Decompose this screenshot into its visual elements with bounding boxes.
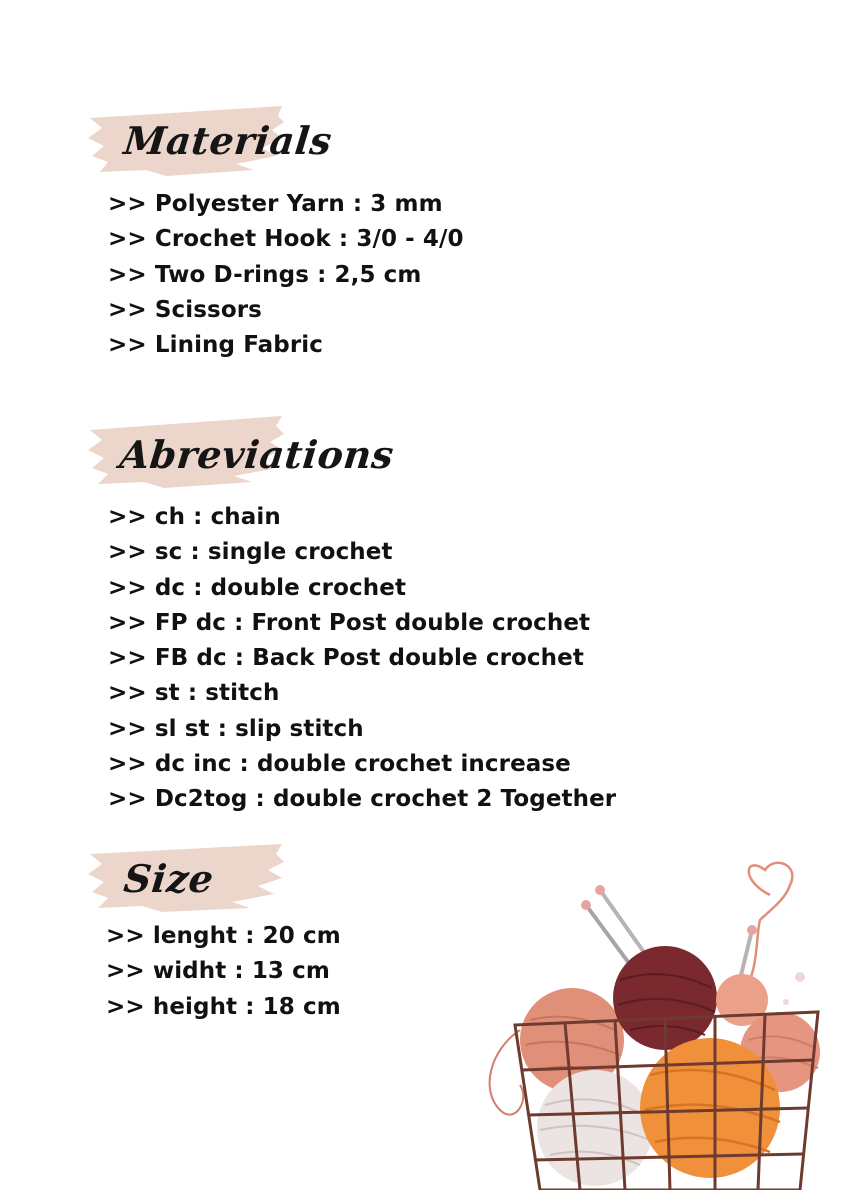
list-item: >> FP dc : Front Post double crochet [108,609,591,636]
list-item: >> sl st : slip stitch [108,715,364,742]
list-item: >> dc inc : double crochet increase [108,751,571,778]
list-item: >> Lining Fabric [108,332,324,359]
yarn-basket-icon [470,860,840,1190]
size-heading-block [86,838,286,918]
materials-heading-block [86,100,335,180]
list-item: >> widht : 13 cm [106,958,330,985]
list-item: >> Dc2tog : double crochet 2 Together [108,786,617,813]
materials-title: Materials [121,118,335,163]
list-item: >> ch : chain [108,504,281,530]
abreviations-list [108,500,616,818]
list-item: >> Scissors [108,296,262,323]
size-title: Size [121,856,217,901]
size-list [106,919,341,1025]
list-item: >> lenght : 20 cm [106,923,341,949]
list-item: >> Polyester Yarn : 3 mm [108,191,443,217]
list-item: >> dc : double crochet [108,574,407,601]
abreviations-title: Abreviations [117,432,397,477]
list-item: >> FB dc : Back Post double crochet [108,645,584,672]
list-item: >> height : 18 cm [106,993,341,1020]
list-item: >> st : stitch [108,680,280,707]
list-item: >> sc : single crochet [108,539,393,566]
list-item: >> Crochet Hook : 3/0 - 4/0 [108,226,464,253]
abreviations-heading-block [86,412,397,492]
list-item: >> Two D-rings : 2,5 cm [108,261,422,288]
materials-list [108,187,464,363]
